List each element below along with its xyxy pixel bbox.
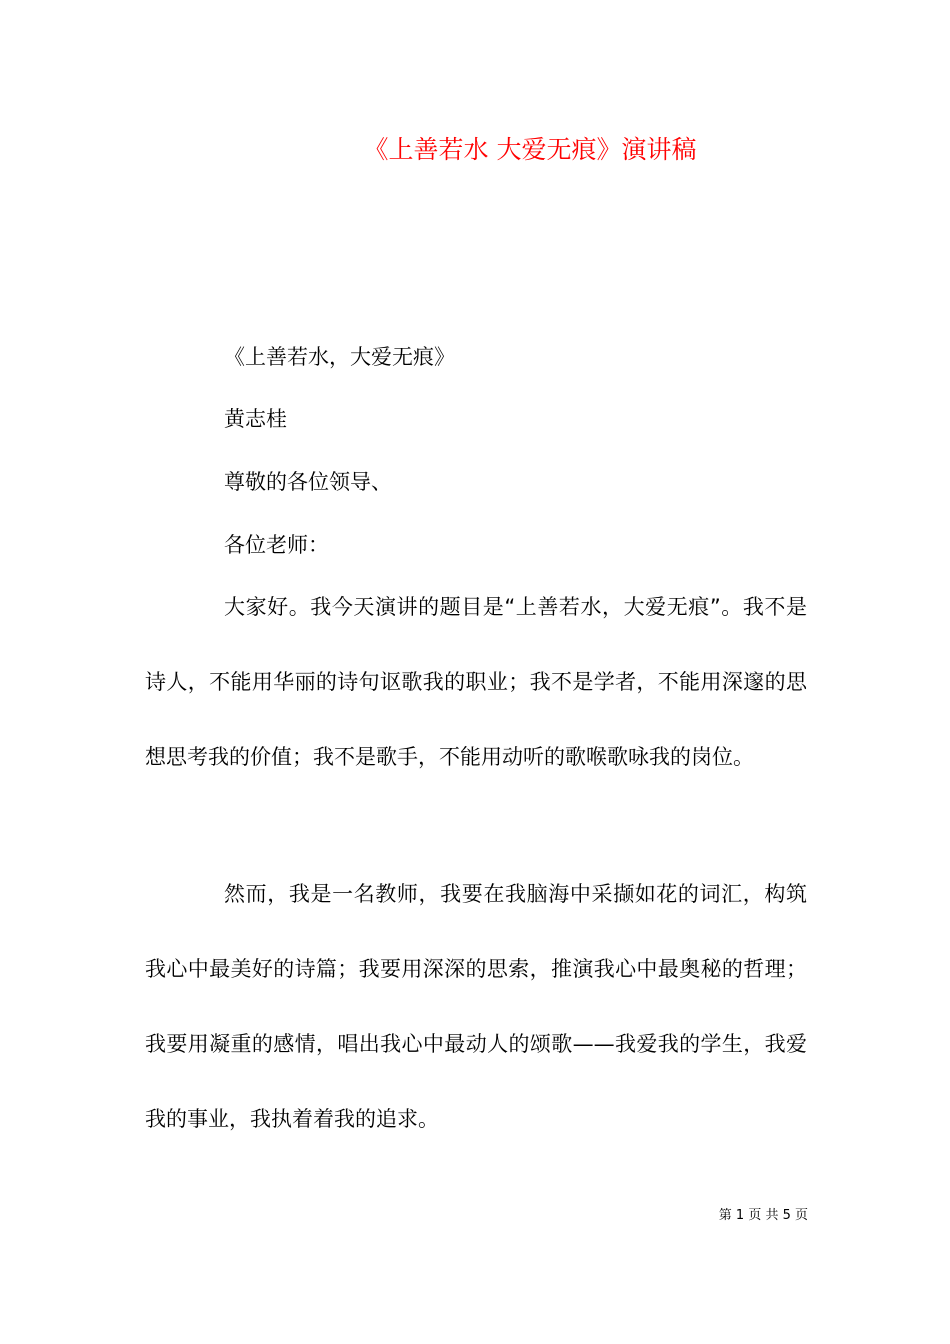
speech-subtitle: 《上善若水，大爱无痕》 — [224, 345, 455, 369]
salutation-teachers: 各位老师： — [224, 533, 329, 557]
document-title: 《上善若水 大爱无痕》演讲稿 — [363, 135, 697, 164]
paragraph-1: 大家好。我今天演讲的题目是“上善若水，大爱无痕”。我不是诗人，不能用华丽的诗句讴歌我的职业；我不是学者，不能用深邃的思想思考我的价值；我不是歌手，不能用动听的歌喉歌咏我的岗位。 — [145, 595, 807, 769]
page-footer: 第 1 页 共 5 页 — [718, 1208, 808, 1223]
salutation-leaders: 尊敬的各位领导、 — [224, 470, 392, 494]
author-name: 黄志桂 — [224, 407, 287, 431]
paragraph-2: 然而，我是一名教师，我要在我脑海中采撷如花的词汇，构筑我心中最美好的诗篇；我要用深深的思索，推演我心中最奥秘的哲理；我要用凝重的感情，唱出我心中最动人的颂歌——我爱我的学生，我爱我的事业，我执着着我的追求。 — [145, 882, 807, 1131]
